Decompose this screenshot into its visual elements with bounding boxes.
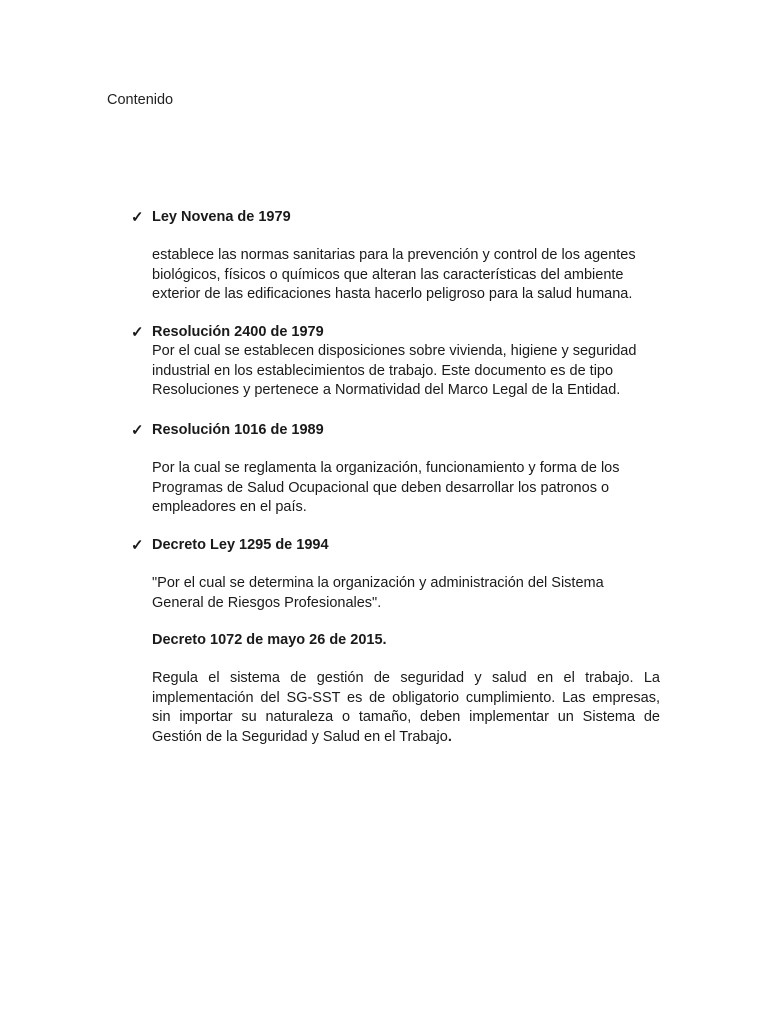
- decree-1072-block: [152, 631, 660, 747]
- checkmark-icon: ✓: [131, 209, 144, 226]
- checkmark-icon: ✓: [131, 422, 144, 439]
- page-heading: Contenido: [107, 92, 174, 108]
- decree-text: Regula el sistema de gestión de seguridad y salud en el trabajo. La implementación del SG-SST es de obligatorio cumplimiento. Las empresas, sin importar su naturaleza o tamaño, deben implementar un Sistema de Gestión de la Seguridad y Salud en el Trabajo: [152, 670, 660, 745]
- checkmark-icon: ✓: [131, 537, 144, 554]
- item-title: Decreto Ley 1295 de 1994: [152, 537, 329, 553]
- item-title: Ley Novena de 1979: [152, 209, 291, 225]
- checkmark-icon: ✓: [131, 324, 144, 341]
- item-description: Por la cual se reglamenta la organización, funcionamiento y forma de los Programas de Salud Ocupacional que deben desarrollar los patronos o empleadores en el país.: [152, 460, 620, 515]
- item-title: Resolución 1016 de 1989: [152, 422, 324, 438]
- list-item-resolucion-2400: [152, 323, 660, 401]
- item-description: establece las normas sanitarias para la prevención y control de los agentes biológicos, físicos o químicos que alteran las características del ambiente exterior de las edificaciones hasta hacerlo peligroso para la salud humana.: [152, 247, 636, 302]
- list-item-resolucion-1016: [152, 421, 660, 518]
- list-item-ley-novena: [152, 208, 660, 305]
- decree-end-mark: .: [447, 728, 452, 745]
- decree-description: [152, 669, 660, 747]
- list-item-decreto-1295: [152, 536, 660, 613]
- decree-title: Decreto 1072 de mayo 26 de 2015.: [152, 632, 387, 648]
- item-title: Resolución 2400 de 1979: [152, 324, 324, 340]
- item-description: "Por el cual se determina la organización y administración del Sistema General de Riesgos Profesionales".: [152, 575, 604, 611]
- item-description: Por el cual se establecen disposiciones sobre vivienda, higiene y seguridad industrial en los establecimientos de trabajo. Este documento es de tipo Resoluciones y pertenece a Normatividad del Marco Legal de la Entidad.: [152, 343, 637, 398]
